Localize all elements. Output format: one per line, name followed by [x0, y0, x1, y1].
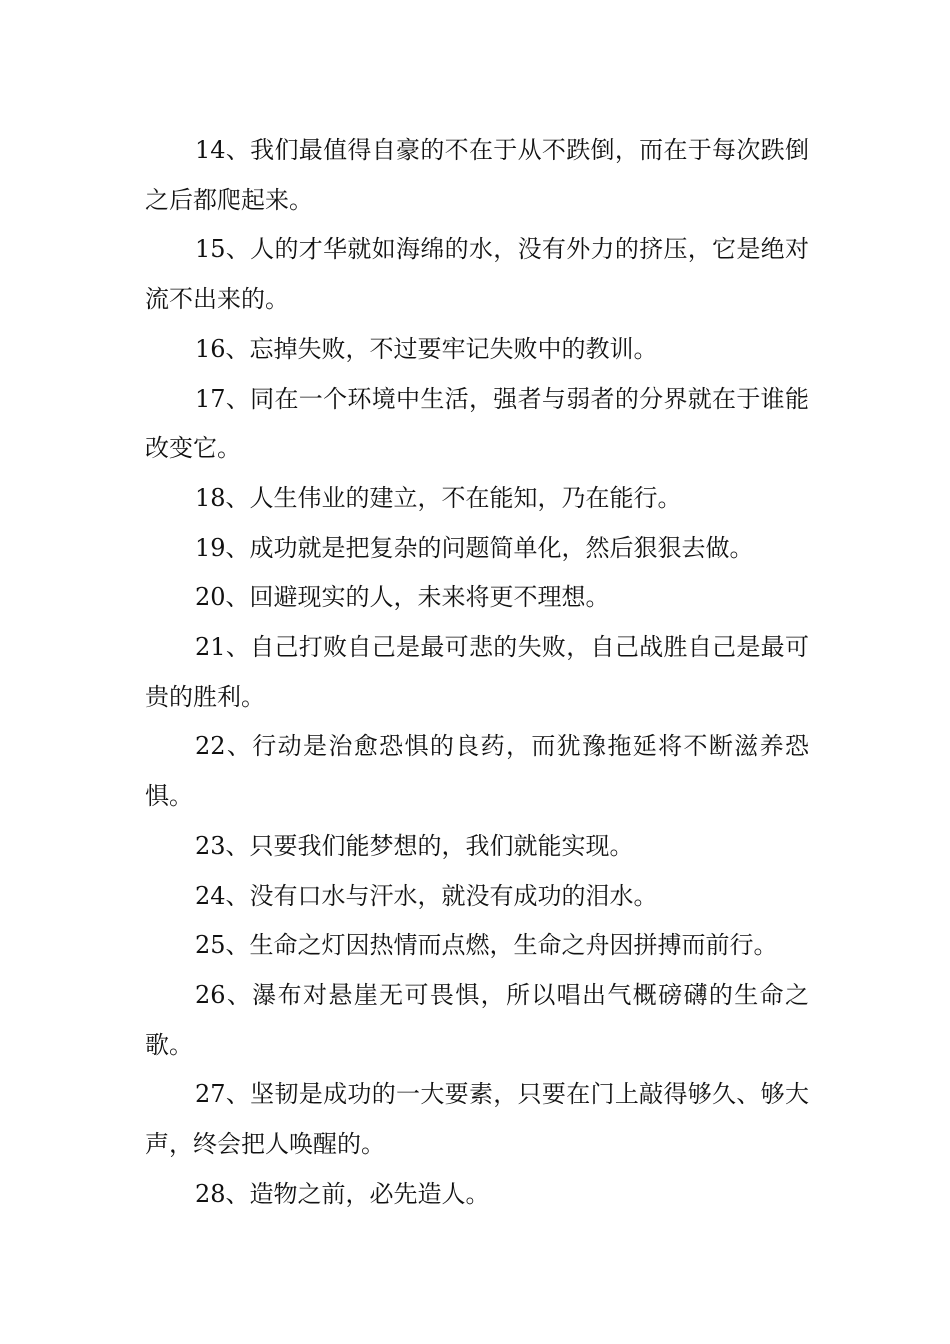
quote-paragraph: 21、自己打败自己是最可悲的失败，自己战胜自己是最可贵的胜利。 [145, 633, 809, 711]
quote-paragraph: 24、没有口水与汗水，就没有成功的泪水。 [195, 881, 658, 910]
quote-paragraph: 16、忘掉失败，不过要牢记失败中的教训。 [195, 334, 658, 363]
quote-paragraph: 17、同在一个环境中生活，强者与弱者的分界就在于谁能改变它。 [145, 384, 809, 463]
quote-paragraph: 19、成功就是把复杂的问题简单化，然后狠狠去做。 [195, 533, 754, 562]
quote-paragraph: 27、坚韧是成功的一大要素，只要在门上敲得够久、够大声，终会把人唤醒的。 [145, 1080, 809, 1159]
quote-paragraph: 20、回避现实的人，未来将更不理想。 [195, 583, 610, 612]
quote-paragraph: 14、我们最值得自豪的不在于从不跌倒，而在于每次跌倒之后都爬起来。 [145, 136, 809, 214]
quote-paragraph: 22、行动是治愈恐惧的良药，而犹豫拖延将不断滋养恐惧。 [145, 732, 809, 811]
quote-paragraph: 26、瀑布对悬崖无可畏惧，所以唱出气概磅礴的生命之歌。 [145, 980, 809, 1059]
quote-paragraph: 28、造物之前，必先造人。 [195, 1179, 490, 1208]
quote-paragraph: 18、人生伟业的建立，不在能知，乃在能行。 [195, 483, 682, 512]
quote-paragraph: 15、人的才华就如海绵的水，没有外力的挤压，它是绝对流不出来的。 [145, 235, 809, 314]
quote-paragraph: 25、生命之灯因热情而点燃，生命之舟因拼搏而前行。 [195, 931, 778, 960]
quote-paragraph: 23、只要我们能梦想的，我们就能实现。 [195, 831, 634, 860]
quote-list [145, 126, 809, 1219]
